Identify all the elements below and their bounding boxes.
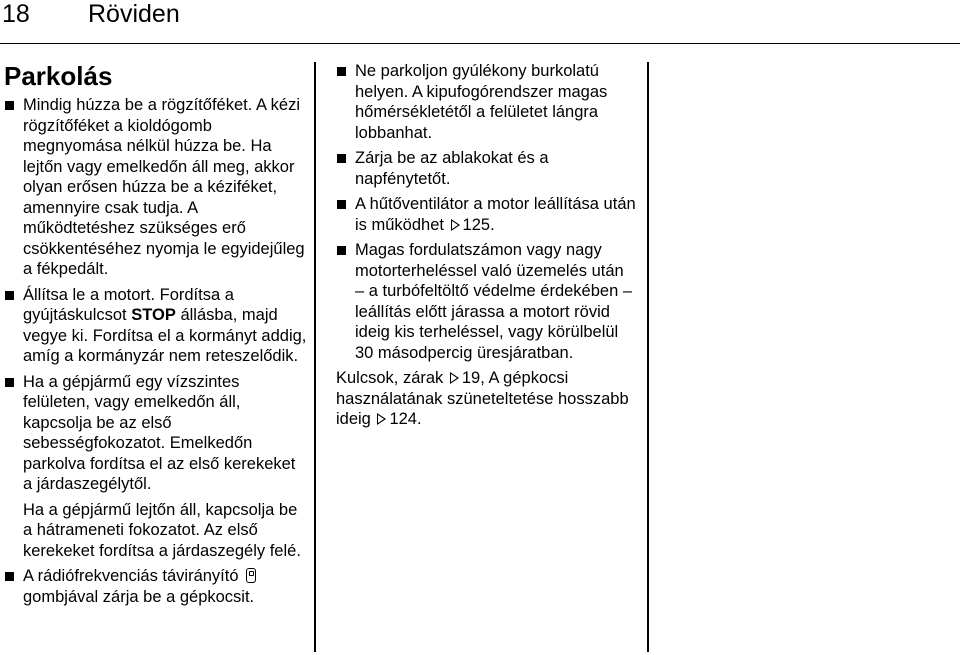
reference-text: Kulcsok, zárak xyxy=(336,369,448,387)
list-item-text: Állítsa le a motort. Fordítsa a gyújtáskulcsot xyxy=(23,285,234,324)
remote-lock-icon xyxy=(246,568,256,583)
parking-bullet-list-continued xyxy=(336,61,636,363)
page-reference[interactable]: 125. xyxy=(462,215,495,234)
page-header xyxy=(0,0,960,40)
bullet-square-icon xyxy=(337,200,346,209)
list-item xyxy=(336,194,636,235)
bullet-square-icon xyxy=(5,572,14,581)
page-number: 18 xyxy=(2,0,30,28)
section-heading: Parkolás xyxy=(4,61,113,91)
cross-reference-paragraph xyxy=(336,368,636,430)
list-item-text: állásba, majd vegye ki. Fordítsa el a kormányt addig, amíg a kormányzár nem reteszelődik. xyxy=(23,306,307,365)
list-item-text: A rádiófrekvenciás távirányító xyxy=(23,567,244,585)
column-divider-right xyxy=(647,62,649,652)
list-item xyxy=(336,240,636,363)
list-item xyxy=(4,95,309,280)
list-item xyxy=(336,61,636,143)
page-reference-arrow-icon xyxy=(377,413,386,425)
list-item xyxy=(336,148,636,189)
list-item-text: Magas fordulatszámon vagy nagy motorterheléssel való üzemelés után – a turbófeltöltő védelme érdekében – leállítás előtt járassa a motort rövid ideig kis terheléssel, vagy körülbelül 30 másodpercig üresjáratban. xyxy=(355,241,633,362)
page-reference[interactable]: 19, A gépkocsi használatának szüneteltetése hosszabb ideig xyxy=(336,369,629,428)
column-divider-left xyxy=(314,62,316,652)
list-item-subparagraph: Ha a gépjármű lejtőn áll, kapcsolja be a hátrameneti fokozatot. Az első kerekeket fordítsa a járdaszegély felé. xyxy=(23,500,301,560)
page-reference[interactable]: 124. xyxy=(389,410,422,428)
page-reference-arrow-icon xyxy=(451,219,460,231)
bullet-square-icon xyxy=(337,67,346,76)
list-item-text: gombjával zárja be a gépkocsit. xyxy=(23,587,255,606)
bullet-square-icon xyxy=(337,246,346,255)
stop-keyword: STOP xyxy=(131,306,176,324)
list-item xyxy=(4,372,309,562)
bullet-square-icon xyxy=(5,291,14,300)
header-rule xyxy=(0,43,960,44)
parking-bullet-list xyxy=(4,95,309,607)
bullet-square-icon xyxy=(5,101,14,110)
list-item xyxy=(4,566,309,607)
page-title: Röviden xyxy=(88,0,180,28)
right-column xyxy=(336,61,636,430)
page-reference-arrow-icon xyxy=(450,372,459,384)
bullet-square-icon xyxy=(5,378,14,387)
list-item-text: Zárja be az ablakokat és a napfénytetőt. xyxy=(355,149,549,188)
left-column xyxy=(4,61,309,612)
list-item-text: Ha a gépjármű egy vízszintes felületen, vagy emelkedőn áll, kapcsolja be az első sebességfokozatot. Emelkedőn parkolva fordítsa el az első kerekeket a járdaszegélytől. xyxy=(23,372,296,493)
list-item xyxy=(4,285,309,367)
list-item-text: Ne parkoljon gyúlékony burkolatú helyen. A kipufogórendszer magas hőmérsékletétől a felületet lángra lobbanhat. xyxy=(355,62,608,142)
bullet-square-icon xyxy=(337,154,346,163)
list-item-text: A hűtőventilátor a motor leállítása után is működhet xyxy=(355,195,636,234)
list-item-text: Mindig húzza be a rögzítőféket. A kézi rögzítőféket a kioldógomb megnyomása nélkül húzza be. Ha lejtőn vagy emelkedőn áll meg, akkor olyan erősen húzza be a kéziféket, amennyire csak tudja. A működtetéshez szükséges erő csökkentéséhez nyomja le egyidejűleg a fékpedált. xyxy=(23,96,305,278)
